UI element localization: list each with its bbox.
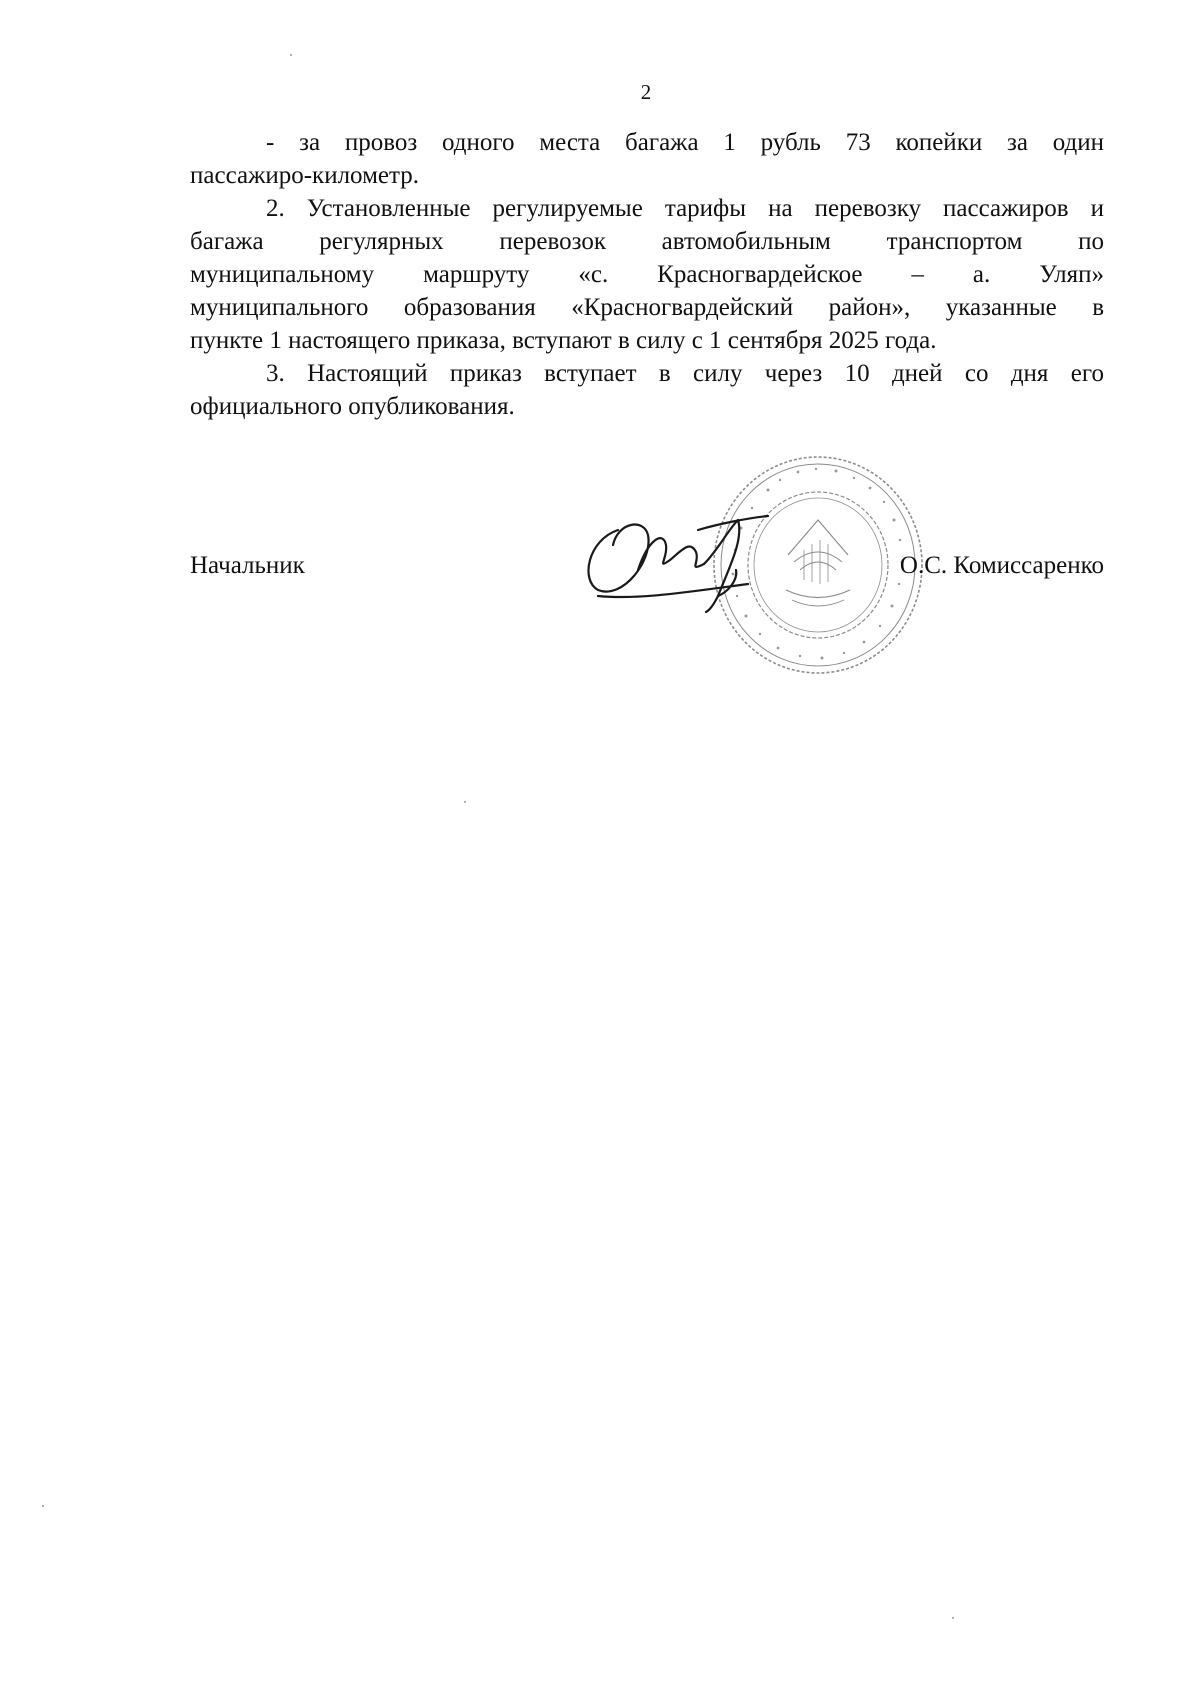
document-body — [190, 126, 1104, 423]
text-line: пассажиро-километр. — [190, 162, 419, 189]
scan-speck — [42, 1505, 44, 1507]
scan-speck — [464, 801, 466, 803]
page-number: 2 — [640, 80, 652, 104]
text-line: багажа регулярных перевозок автомобильным транспортом по — [190, 228, 1104, 255]
paragraph-tariffs-effective — [190, 192, 1104, 357]
paragraph-baggage-fare — [190, 126, 1104, 192]
text-line: муниципальному маршруту «с. Красногвардейское – а. Уляп» — [190, 261, 1104, 288]
signatory-name: О.С. Комиссаренко — [899, 552, 1104, 579]
text-line: 2. Установленные регулируемые тарифы на перевозку пассажиров и — [266, 195, 1104, 222]
scan-speck — [952, 1617, 954, 1619]
text-line: пункте 1 настоящего приказа, вступают в силу с 1 сентября 2025 года. — [190, 327, 937, 354]
scan-speck — [290, 54, 292, 56]
text-line: муниципального образования «Красногвардейский район», указанные в — [190, 294, 1104, 321]
signature-block — [190, 549, 1104, 585]
text-line: 3. Настоящий приказ вступает в силу через 10 дней со дня его — [266, 360, 1104, 387]
signatory-position: Начальник — [190, 552, 305, 579]
text-line: - за провоз одного места багажа 1 рубль 73 копейки за один — [266, 129, 1104, 156]
text-line: официального опубликования. — [190, 393, 515, 420]
paragraph-order-effective — [190, 357, 1104, 423]
